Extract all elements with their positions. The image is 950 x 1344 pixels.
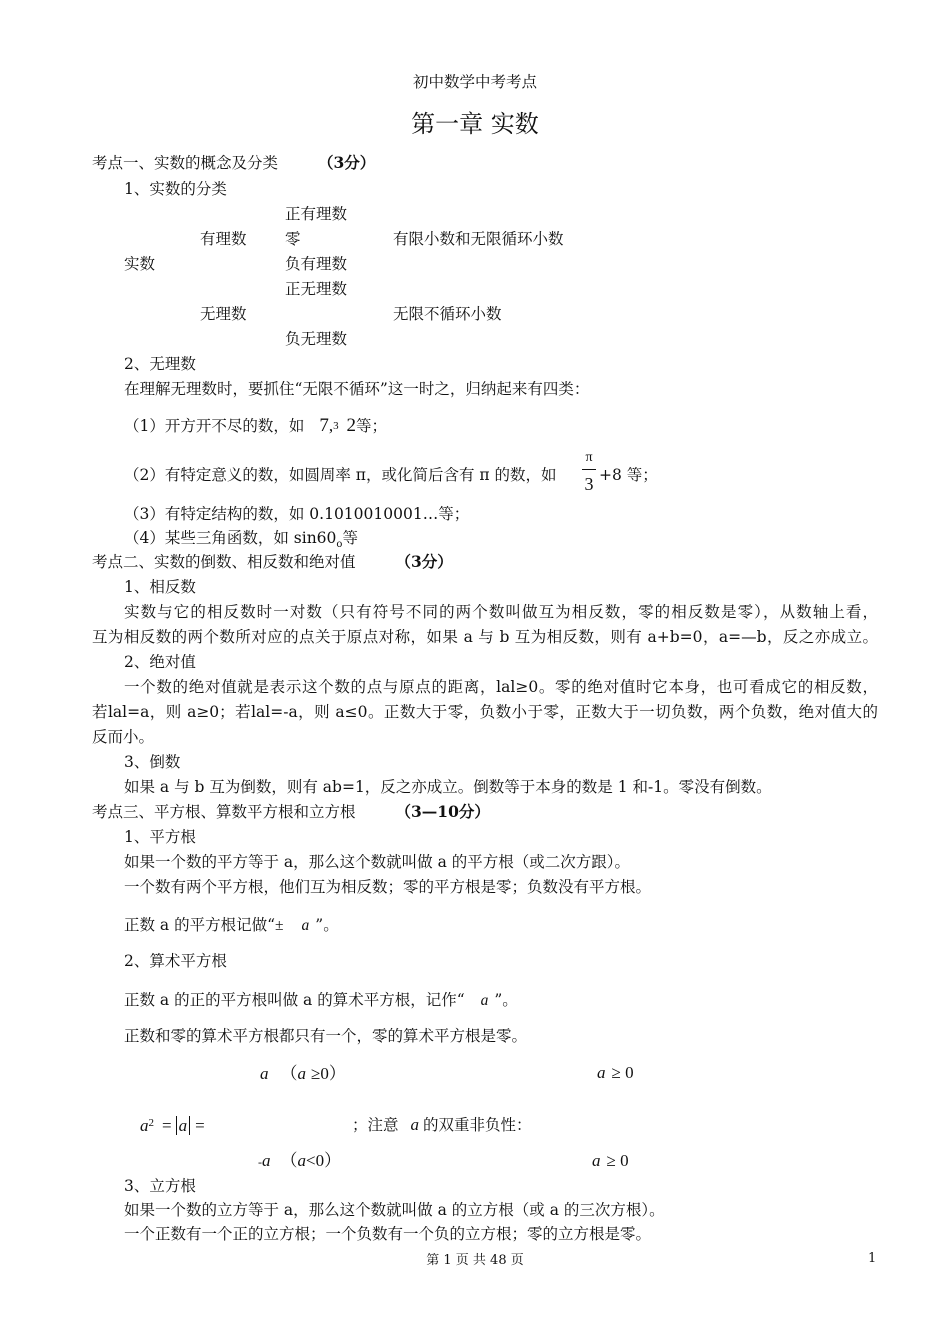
tree-negative-irrational: 负无理数 [285, 330, 348, 348]
a-squared-equals-abs-a [140, 1113, 205, 1136]
case-2-cond-a: a [297, 1151, 306, 1170]
arithmetic-root-uniqueness: 正数和零的算术平方根都只有一个，零的算术平方根是零。 [124, 1027, 528, 1045]
section-2-title: 考点二、实数的倒数、相反数和绝对值 [92, 553, 356, 571]
item-4-suffix: 等 [342, 529, 358, 547]
irrational-item-4 [124, 528, 358, 555]
irrational-item-1 [124, 416, 387, 436]
fraction-numerator-pi: π [585, 450, 593, 465]
square-root-notation [124, 915, 339, 936]
item-1-text: （1）开方开不尽的数，如 [124, 417, 305, 435]
squared-base-a: a [140, 1116, 149, 1135]
absolute-paragraph-line-3: 反而小。 [92, 728, 155, 746]
case-2-expression [258, 1151, 341, 1172]
tree-irrational: 无理数 [200, 305, 247, 323]
section-3-heading [92, 802, 490, 822]
case-2-open-paren: （ [280, 1151, 298, 1171]
tree-positive-irrational: 正无理数 [285, 280, 348, 298]
page-number: 1 [868, 1251, 877, 1266]
definition-suffix: ”。 [494, 991, 518, 1009]
sqrt-7-radicand: 7 [319, 415, 329, 436]
section-1-heading [92, 153, 375, 173]
case-1-open-paren: （ [280, 1064, 298, 1084]
section-1-score: （3分） [318, 153, 376, 172]
fraction-bar [582, 469, 596, 470]
subheading-irrational: 2、无理数 [124, 355, 196, 373]
squared-exponent: 2 [148, 1117, 154, 1129]
equals-sign-1: = [162, 1116, 172, 1135]
subheading-cube-root: 3、立方根 [124, 1177, 196, 1195]
section-3-score: （3—10分） [395, 802, 490, 821]
arithmetic-root-definition [124, 990, 518, 1011]
item-2-text: （2）有特定意义的数，如圆周率 π，或化简后含有 π 的数，如 [124, 466, 557, 484]
case-1-value-a: a [260, 1064, 269, 1083]
item-4-text: （4）某些三角函数，如 sin60 [124, 529, 337, 547]
item-2-suffix: +8 等； [599, 466, 658, 484]
section-3-title: 考点三、平方根、算数平方根和立方根 [92, 803, 356, 821]
section-2-score: （3分） [395, 552, 453, 571]
chapter-title: 第一章 实数 [411, 110, 539, 138]
square-root-properties: 一个数有两个平方根，他们互为相反数；零的平方根是零；负数没有平方根。 [124, 878, 652, 896]
absolute-paragraph-line-2: 若lal=a，则 a≥0；若lal=-a，则 a≤0。正数大于零，负数小于零，正数大于一切负数，两个负数，绝对值大的 [92, 703, 878, 721]
double-nonnegativity-note [352, 1115, 532, 1135]
case-1-expression [260, 1064, 346, 1084]
abs-value-a: a [176, 1116, 191, 1135]
nonneg-1-relation: ≥ 0 [611, 1063, 634, 1082]
page-footer: 第 1 页 共 48 页 [426, 1253, 524, 1268]
nonneg-2-relation: ≥ 0 [606, 1151, 629, 1170]
cube-root-definition: 如果一个数的立方等于 a，那么这个数就叫做 a 的立方根（或 a 的三次方根）。 [124, 1201, 665, 1219]
note-suffix: 的双重非负性： [423, 1116, 532, 1134]
irrational-item-2 [124, 465, 557, 485]
nonneg-2-variable: a [592, 1151, 601, 1170]
cube-root-properties: 一个正数有一个正的立方根；一个负数有一个负的立方根；零的立方根是零。 [124, 1225, 652, 1243]
square-root-definition: 如果一个数的平方等于 a，那么这个数就叫做 a 的平方根（或二次方跟）。 [124, 853, 631, 871]
degree-sign: o [336, 539, 343, 550]
document-subtitle: 初中数学中考考点 [412, 73, 537, 91]
cube-root-2-radicand: 2 [346, 415, 356, 436]
tree-positive-rational: 正有理数 [285, 205, 348, 223]
case-2-value-a: a [262, 1151, 271, 1170]
irrational-item-3: （3）有特定结构的数，如 0.1010010001…等； [124, 505, 470, 523]
item-1-suffix: 等； [356, 417, 388, 435]
section-2-heading [92, 552, 453, 572]
tree-negative-rational: 负有理数 [285, 255, 348, 273]
reciprocal-paragraph: 如果 a 与 b 互为倒数，则有 ab=1，反之亦成立。倒数等于本身的数是 1 和-1。零没有倒数。 [124, 778, 772, 796]
case-1-relation: ≥0） [311, 1064, 346, 1083]
notation-suffix: ”。 [315, 916, 339, 934]
irrational-intro: 在理解无理数时，要抓住“无限不循环”这一时之，归纳起来有四类： [124, 380, 590, 398]
notation-variable-a: a [301, 917, 310, 934]
opposite-paragraph-line-1: 实数与它的相反数时一对数（只有符号不同的两个数叫做互为相反数，零的相反数是零），从数轴上看， [124, 603, 878, 621]
definition-variable-a: a [480, 992, 489, 1009]
subheading-arithmetic-square-root: 2、算术平方根 [124, 952, 227, 970]
definition-text: 正数 a 的正的平方根叫做 a 的算术平方根，记作“ [124, 991, 465, 1009]
fraction-denominator: 3 [584, 474, 594, 494]
nonneg-1-variable: a [597, 1063, 606, 1082]
subheading-real-classification: 1、实数的分类 [124, 180, 227, 198]
case-1-cond-a: a [297, 1064, 306, 1083]
subheading-absolute-value: 2、绝对值 [124, 653, 196, 671]
note-variable-a: a [410, 1115, 420, 1134]
subheading-reciprocal: 3、倒数 [124, 753, 181, 771]
tree-rational: 有理数 [200, 230, 247, 248]
opposite-paragraph-line-2: 互为相反数的两个数所对应的点关于原点对称，如果 a 与 b 互为相反数，则有 a+b=0，a=—b，反之亦成立。 [92, 628, 878, 646]
equals-sign-2: = [195, 1116, 205, 1135]
notation-text: 正数 a 的平方根记做“ [124, 916, 276, 934]
tree-zero: 零 [285, 230, 301, 248]
subheading-opposite: 1、相反数 [124, 578, 196, 596]
nonneg-condition-2 [592, 1151, 629, 1171]
case-2-minus: - [258, 1155, 262, 1169]
plus-minus-sign: ± [275, 917, 284, 934]
item-1-separator: , [328, 416, 334, 435]
case-2-relation: <0） [306, 1151, 342, 1170]
tree-irrational-note: 无限不循环小数 [393, 305, 502, 323]
section-1-title: 考点一、实数的概念及分类 [92, 154, 279, 172]
subheading-square-root: 1、平方根 [124, 828, 196, 846]
absolute-paragraph-line-1: 一个数的绝对值就是表示这个数的点与原点的距离，lal≥0。零的绝对值时它本身，也可看成它的相反数， [124, 678, 878, 696]
tree-rational-note: 有限小数和无限循环小数 [393, 230, 564, 248]
note-prefix: ；注意 [352, 1116, 399, 1134]
cube-root-index: 3 [333, 420, 339, 432]
nonneg-condition-1 [597, 1063, 634, 1083]
tree-root-real: 实数 [124, 255, 156, 273]
